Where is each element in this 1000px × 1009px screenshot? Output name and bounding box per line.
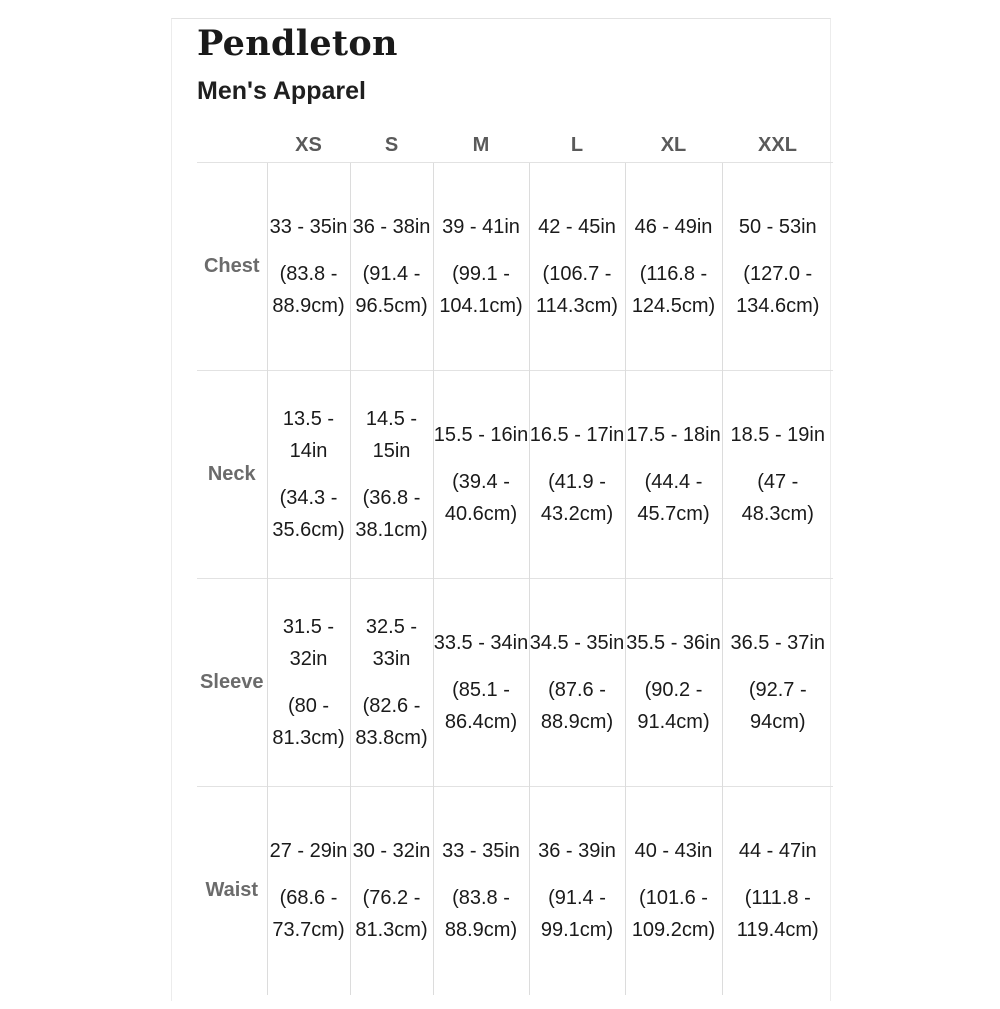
cell-centimeters: (101.6 - 109.2cm) <box>631 887 716 942</box>
table-row-sleeve <box>197 579 833 787</box>
row-label-neck: Neck <box>197 371 267 579</box>
size-table <box>197 129 833 995</box>
cell-inches: 34.5 - 35in <box>529 632 625 654</box>
cell-centimeters: (34.3 - 35.6cm) <box>272 487 345 541</box>
cell-centimeters: (36.8 - 38.1cm) <box>355 487 428 541</box>
cell-centimeters: (82.6 - 83.8cm) <box>355 695 428 749</box>
row-label-waist: Waist <box>197 787 267 995</box>
cell-inches: 40 - 43in <box>634 840 713 863</box>
corner-cell <box>197 129 267 163</box>
cell-inches: 15.5 - 16in <box>433 424 529 446</box>
table-row-neck <box>197 371 833 579</box>
cell-centimeters: (83.8 - 88.9cm) <box>272 263 345 317</box>
cell-inches: 33 - 35in <box>269 216 348 238</box>
cell-centimeters: (39.4 - 40.6cm) <box>444 471 518 525</box>
table-cell <box>350 163 433 371</box>
cell-inches: 36 - 38in <box>352 216 431 238</box>
table-cell <box>433 579 529 787</box>
table-cell <box>625 163 722 371</box>
size-table-scroll[interactable] <box>197 129 825 1009</box>
cell-inches: 33 - 35in <box>442 840 520 863</box>
cell-centimeters: (83.8 - 88.9cm) <box>444 887 518 942</box>
table-cell <box>529 787 625 995</box>
cell-centimeters: (41.9 - 43.2cm) <box>540 471 614 525</box>
cell-inches: 50 - 53in <box>738 216 817 238</box>
cell-inches: 18.5 - 19in <box>730 424 825 446</box>
cell-inches: 14.5 - 15in <box>365 408 418 462</box>
table-cell <box>625 371 722 579</box>
cell-centimeters: (91.4 - 99.1cm) <box>540 887 614 942</box>
cell-centimeters: (106.7 - 114.3cm) <box>536 263 618 317</box>
cell-centimeters: (87.6 - 88.9cm) <box>540 679 614 733</box>
table-cell <box>722 787 833 995</box>
size-header-row <box>197 129 833 163</box>
cell-inches: 30 - 32in <box>352 840 431 863</box>
table-cell <box>267 163 350 371</box>
cell-inches: 13.5 - 14in <box>282 408 335 462</box>
cell-inches: 27 - 29in <box>269 840 348 863</box>
table-cell <box>433 787 529 995</box>
table-cell <box>267 787 350 995</box>
table-cell <box>529 371 625 579</box>
cell-inches: 39 - 41in <box>442 216 520 238</box>
table-cell <box>433 371 529 579</box>
table-cell <box>625 787 722 995</box>
cell-centimeters: (90.2 - 91.4cm) <box>637 679 710 733</box>
cell-centimeters: (80 - 81.3cm) <box>272 695 345 749</box>
table-cell <box>529 579 625 787</box>
cell-centimeters: (127.0 - 134.6cm) <box>736 263 820 317</box>
table-cell <box>722 371 833 579</box>
table-cell <box>267 371 350 579</box>
cell-centimeters: (44.4 - 45.7cm) <box>637 471 710 525</box>
chart-subtitle: Men's Apparel <box>197 77 366 105</box>
cell-centimeters: (99.1 - 104.1cm) <box>439 263 523 317</box>
cell-inches: 42 - 45in <box>538 216 616 238</box>
cell-centimeters: (68.6 - 73.7cm) <box>272 887 345 942</box>
cell-centimeters: (91.4 - 96.5cm) <box>355 263 428 317</box>
cell-inches: 36.5 - 37in <box>730 632 825 654</box>
size-header-xs: XS <box>267 129 350 163</box>
cell-inches: 46 - 49in <box>634 216 713 238</box>
cell-centimeters: (47 - 48.3cm) <box>741 471 814 525</box>
cell-centimeters: (111.8 - 119.4cm) <box>736 887 819 942</box>
cell-inches: 32.5 - 33in <box>365 616 418 670</box>
table-cell <box>529 163 625 371</box>
table-row-waist <box>197 787 833 995</box>
table-cell <box>350 579 433 787</box>
cell-centimeters: (92.7 - 94cm) <box>748 679 807 733</box>
size-header-xl: XL <box>625 129 722 163</box>
row-label-sleeve: Sleeve <box>197 579 267 787</box>
table-cell <box>267 579 350 787</box>
cell-inches: 44 - 47in <box>738 840 817 863</box>
brand-logo: Pendleton <box>197 23 398 64</box>
table-cell <box>722 163 833 371</box>
cell-inches: 33.5 - 34in <box>433 632 529 654</box>
cell-inches: 31.5 - 32in <box>282 616 335 670</box>
table-cell <box>722 579 833 787</box>
size-header-l: L <box>529 129 625 163</box>
size-chart-panel <box>171 18 831 1001</box>
cell-inches: 35.5 - 36in <box>626 632 721 654</box>
table-cell <box>350 371 433 579</box>
size-header-m: M <box>433 129 529 163</box>
cell-centimeters: (76.2 - 81.3cm) <box>355 887 428 942</box>
table-cell <box>625 579 722 787</box>
size-header-s: S <box>350 129 433 163</box>
row-label-chest: Chest <box>197 163 267 371</box>
table-cell <box>433 163 529 371</box>
table-row-chest <box>197 163 833 371</box>
cell-centimeters: (85.1 - 86.4cm) <box>444 679 518 733</box>
cell-inches: 36 - 39in <box>538 840 616 863</box>
size-header-xxl: XXL <box>722 129 833 163</box>
cell-centimeters: (116.8 - 124.5cm) <box>631 263 716 317</box>
cell-inches: 17.5 - 18in <box>626 424 721 446</box>
table-cell <box>350 787 433 995</box>
cell-inches: 16.5 - 17in <box>529 424 625 446</box>
